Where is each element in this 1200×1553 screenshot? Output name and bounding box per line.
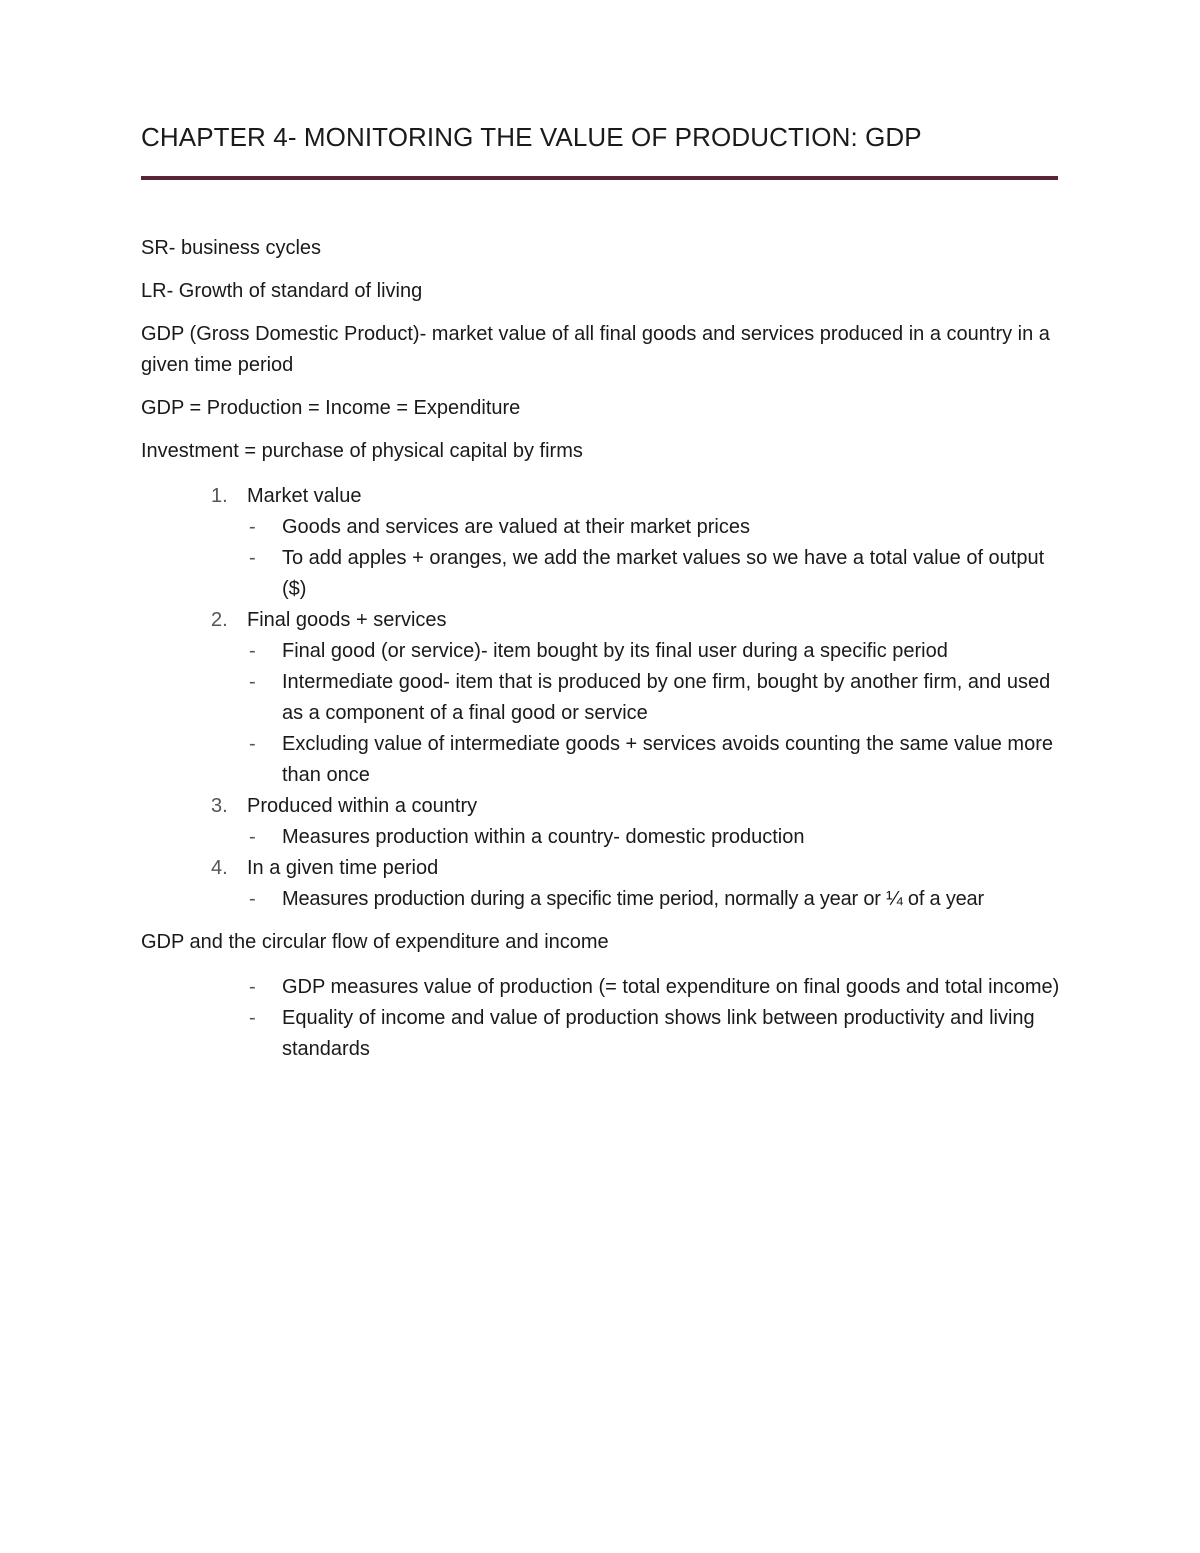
list-item-label: In a given time period (247, 857, 439, 879)
page-title: CHAPTER 4- MONITORING THE VALUE OF PRODUCTION: GDP (141, 122, 922, 152)
sub-list-item-text: GDP measures value of production (= total expenditure on final goods and total income) (282, 976, 1060, 998)
sub-list-item (141, 972, 1061, 1003)
sub-list-item-text: Excluding value of intermediate goods + services avoids counting the same value more than once (282, 733, 1053, 786)
dash-bullet: - (249, 640, 256, 662)
paragraph-long-run: LR- Growth of standard of living (141, 280, 423, 302)
sub-list-item (141, 822, 1061, 853)
dash-bullet: - (249, 888, 256, 910)
dash-bullet: - (249, 1007, 256, 1029)
sub-list-item (141, 884, 1061, 915)
sub-list-item (141, 729, 1061, 791)
list-item (141, 605, 1061, 636)
list-number: 1. (211, 485, 228, 507)
list-item (141, 791, 1061, 822)
paragraph-gdp-equation: GDP = Production = Income = Expenditure (141, 397, 521, 419)
sub-list-item-text: To add apples + oranges, we add the market values so we have a total value of output ($) (282, 547, 1045, 600)
dash-bullet: - (249, 547, 256, 569)
list-item (141, 481, 1061, 512)
paragraph-investment: Investment = purchase of physical capital by firms (141, 440, 583, 462)
list-item-label: Produced within a country (247, 795, 478, 817)
dash-bullet: - (249, 976, 256, 998)
list-number: 2. (211, 609, 228, 631)
dash-bullet: - (249, 516, 256, 538)
document-body (141, 233, 1061, 1077)
dash-bullet: - (249, 733, 256, 755)
list-item (141, 853, 1061, 884)
sub-list-item (141, 543, 1061, 605)
sub-list-item-text: Goods and services are valued at their market prices (282, 516, 750, 538)
sub-list-item (141, 636, 1061, 667)
sub-list-item-text: Measures production within a country- domestic production (282, 826, 805, 848)
title-divider (141, 176, 1058, 180)
list-item-label: Market value (247, 485, 362, 507)
paragraph-gdp-definition: GDP (Gross Domestic Product)- market value of all final goods and services produced in a country in a given time period (141, 323, 1050, 376)
sub-list-item-text: Equality of income and value of production shows link between productivity and living standards (282, 1007, 1035, 1060)
sub-list-item-text: Intermediate good- item that is produced by one firm, bought by another firm, and used as a component of a final good or service (282, 671, 1051, 724)
dash-bullet: - (249, 671, 256, 693)
closing-heading: GDP and the circular flow of expenditure and income (141, 931, 609, 953)
sub-list-item (141, 512, 1061, 543)
sub-list-item-text: Measures production during a specific time period, normally a year or ¼ of a year (282, 888, 984, 910)
paragraph-short-run: SR- business cycles (141, 237, 322, 259)
list-number: 3. (211, 795, 228, 817)
sub-list-item (141, 1003, 1061, 1065)
list-number: 4. (211, 857, 228, 879)
numbered-list (141, 481, 1061, 915)
dash-bullet: - (249, 826, 256, 848)
list-item-label: Final goods + services (247, 609, 447, 631)
closing-list (141, 958, 1061, 1065)
sub-list-item-text: Final good (or service)- item bought by its final user during a specific period (282, 640, 948, 662)
sub-list-item (141, 667, 1061, 729)
